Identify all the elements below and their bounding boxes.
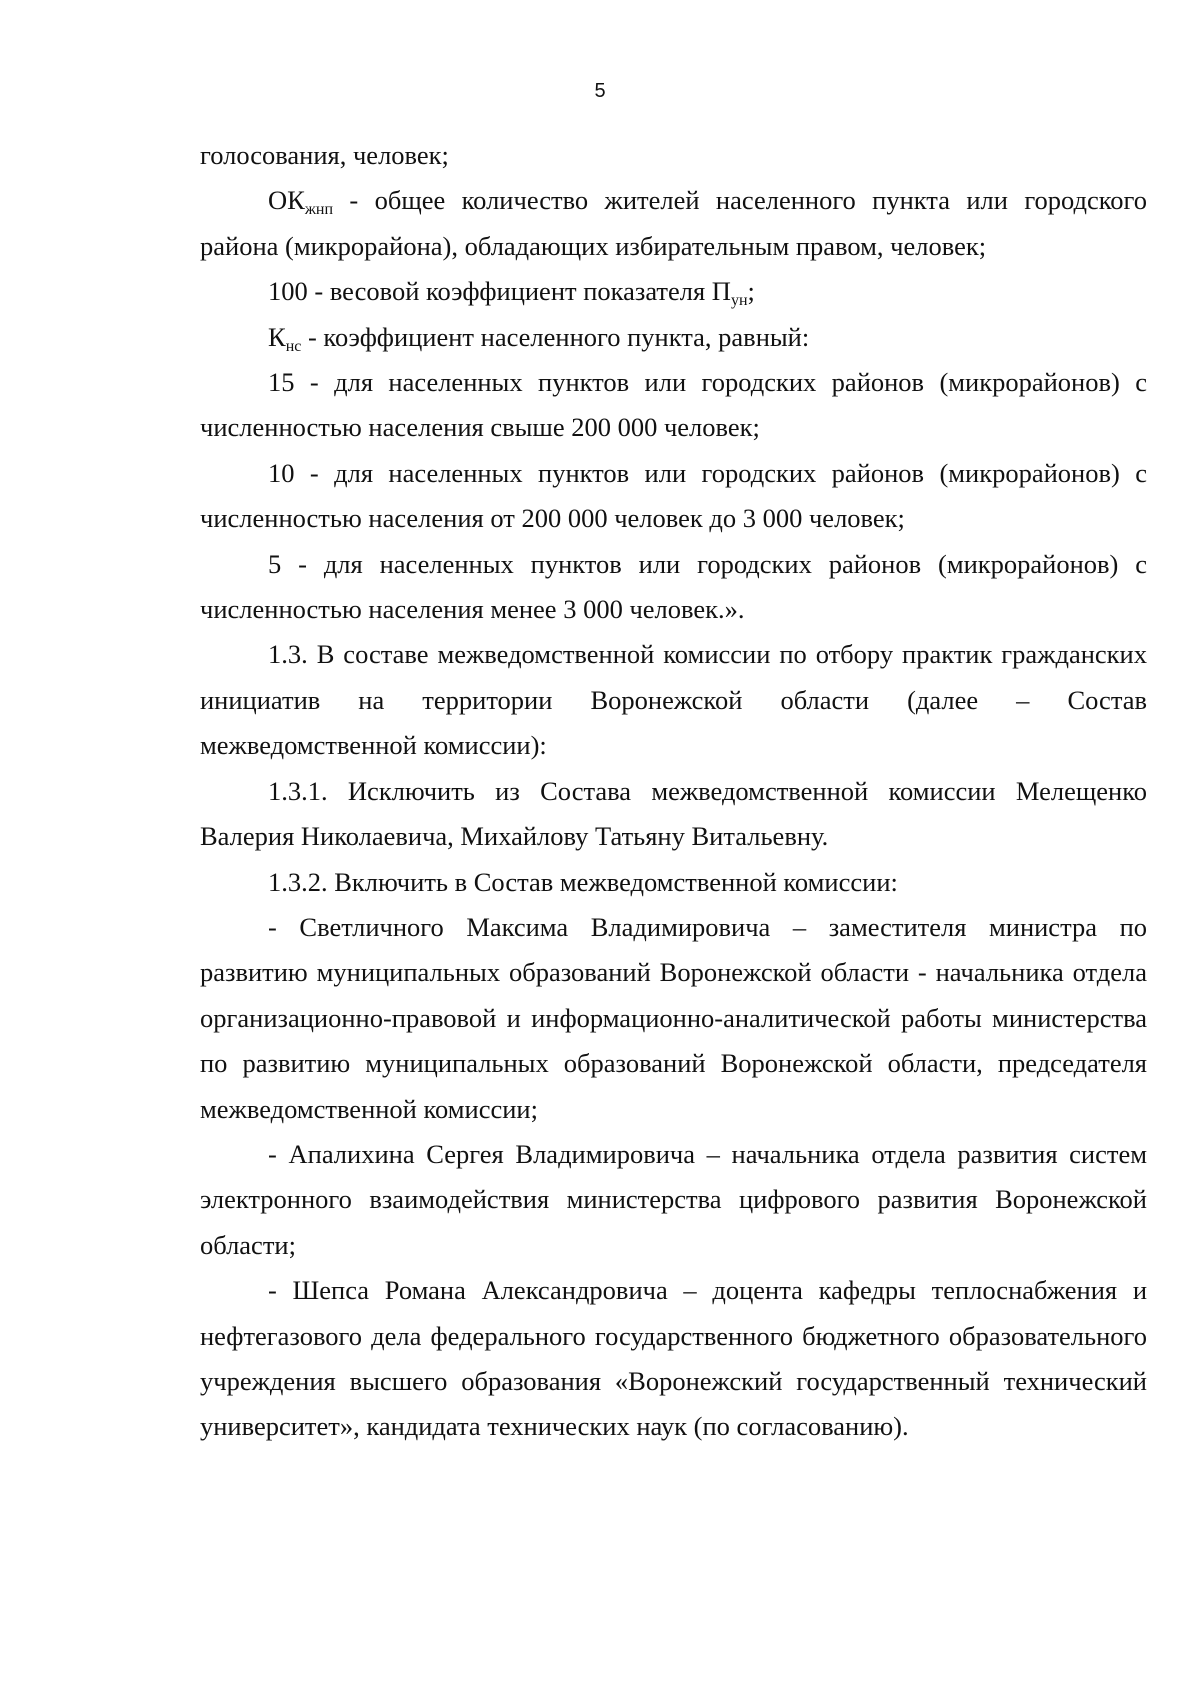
paragraph-okzhnp-definition: [200, 178, 1147, 269]
paragraph-text: 1.3.2. Включить в Состав межведомственной комиссии:: [268, 866, 898, 897]
list-item-sheps: [200, 1268, 1147, 1450]
paragraph-1-3: [200, 632, 1147, 768]
paragraph-text: 1.3. В составе межведомственной комиссии по отбору практик гражданских инициатив на территории Воронежской области (далее – Состав межведомственной комиссии):: [200, 639, 1147, 761]
paragraph-1-3-2: [200, 860, 1147, 905]
paragraph-1-3-1: [200, 769, 1147, 860]
symbol-subscript: нс: [285, 337, 302, 355]
paragraph-coefficient-10: [200, 451, 1147, 542]
paragraph-weight-coefficient: [200, 269, 1147, 314]
paragraph-text: голосования, человек;: [200, 140, 449, 170]
paragraph-kns-definition: [200, 315, 1147, 360]
symbol-subscript: жнп: [304, 201, 334, 219]
symbol-text: К: [268, 321, 286, 352]
symbol-text: ОК: [268, 185, 305, 216]
symbol-text: 100 - весовой коэффициент показателя П: [268, 276, 731, 307]
paragraph-text: ;: [747, 276, 755, 307]
paragraph-text: 5 - для населенных пунктов или городских районов (микрорайонов) с численностью населения менее 3 000 человек.».: [200, 548, 1147, 625]
paragraph-text: 1.3.1. Исключить из Состава межведомственной комиссии Мелещенко Валерия Николаевича, Михайлову Татьяну Витальевну.: [200, 775, 1147, 852]
paragraph-text: - коэффициент населенного пункта, равный:: [301, 321, 810, 352]
paragraph-text: - общее количество жителей населенного пункта или городского района (микрорайона), обладающих избирательным правом, человек;: [200, 185, 1147, 261]
paragraph-text: 10 - для населенных пунктов или городских районов (микрорайонов) с численностью населения от 200 000 человек до 3 000 человек;: [200, 457, 1147, 534]
symbol-subscript: ун: [730, 292, 748, 310]
paragraph-text: - Апалихина Сергея Владимировича – начальника отдела развития систем электронного взаимодействия министерства цифрового развития Воронежской области;: [200, 1138, 1147, 1260]
paragraph-text: - Шепса Романа Александровича – доцента кафедры теплоснабжения и нефтегазового дела федерального государственного бюджетного образовательного учреждения высшего образования «Воронежский государственный технический университет», кандидата технических наук (по согласованию).: [200, 1275, 1147, 1442]
paragraph-text: 15 - для населенных пунктов или городских районов (микрорайонов) с численностью населения свыше 200 000 человек;: [200, 367, 1147, 443]
paragraph-coefficient-5: [200, 542, 1147, 633]
page-number: 5: [594, 80, 606, 102]
list-item-svetlichny: [200, 905, 1147, 1132]
list-item-apalikhin: [200, 1132, 1147, 1268]
paragraph-text: - Светличного Максима Владимировича – заместителя министра по развитию муниципальных образований Воронежской области - начальника отдела организационно-правовой и информационно-аналитической работы министерства по развитию муниципальных образований Воронежской области, председателя межведомственной комиссии;: [200, 911, 1147, 1124]
paragraph-coefficient-15: [200, 360, 1147, 451]
document-body: [200, 133, 1147, 1450]
paragraph-voting-continuation: [200, 133, 1147, 178]
